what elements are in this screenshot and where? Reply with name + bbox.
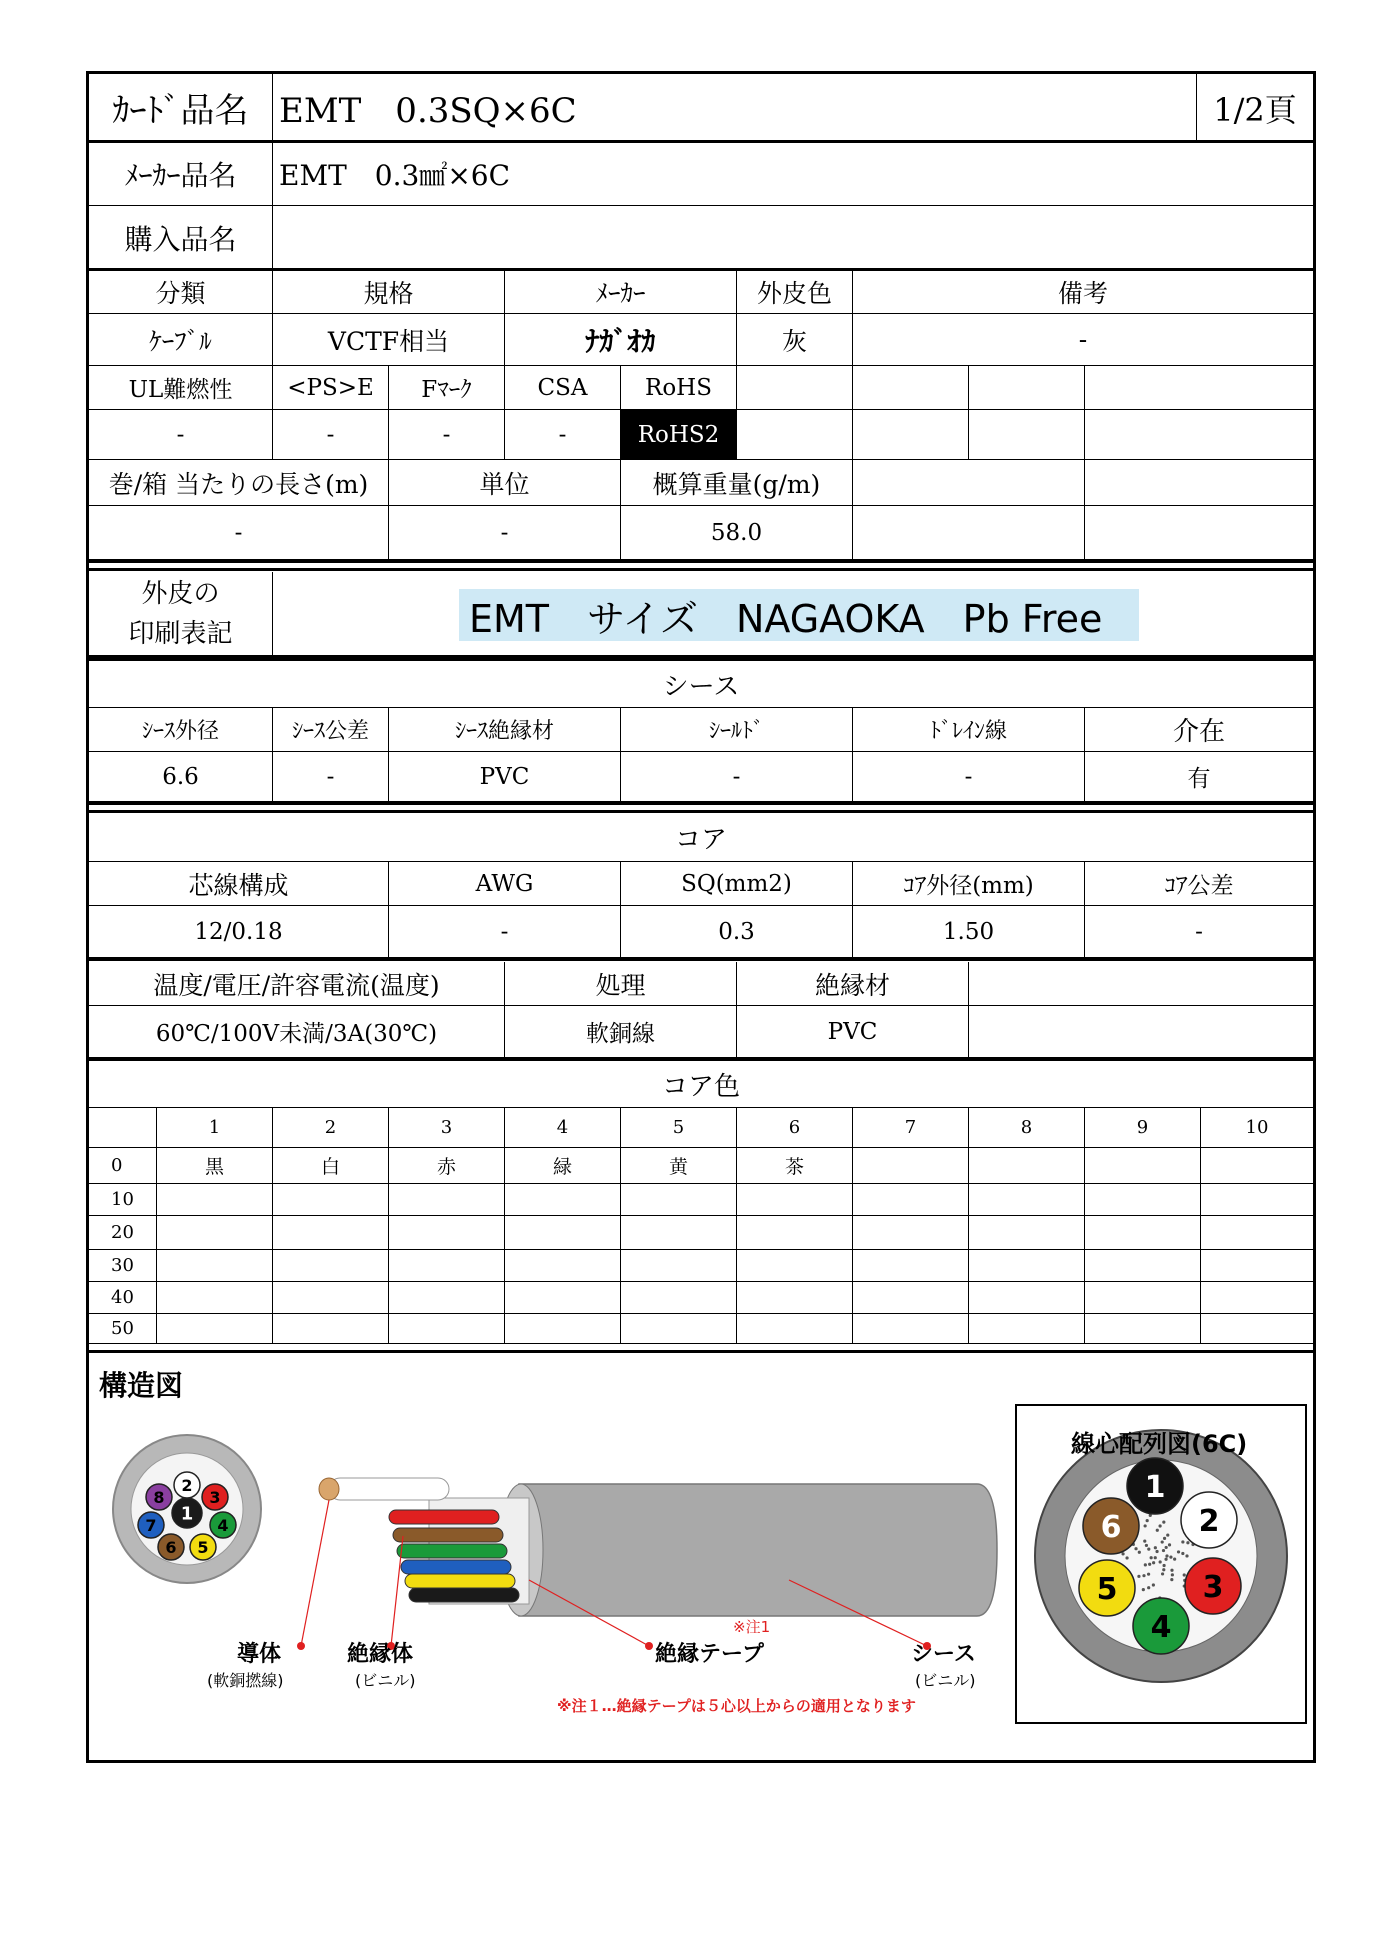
tape-footnote: ※注１…絶縁テープは５心以上からの適用となります: [557, 1697, 916, 1715]
sheath-value-4: -: [853, 752, 1085, 802]
spec-value-0: ｹｰﾌﾞﾙ: [89, 314, 273, 366]
sheath-value-0: 6.6: [89, 752, 273, 802]
small-core-4-number: 4: [217, 1515, 229, 1535]
sheath-value-2: PVC: [389, 752, 621, 802]
core-color-cell: [969, 1148, 1085, 1184]
core-color-cell: [737, 1314, 853, 1344]
core-color-cell: [853, 1184, 969, 1216]
core-color-cell: [505, 1250, 621, 1282]
core-value-1: -: [389, 906, 621, 958]
core-color-cell: [157, 1282, 273, 1314]
cert-header-3: CSA: [505, 366, 621, 410]
cert-value-8: [1085, 410, 1313, 460]
core-color-cell: [621, 1314, 737, 1344]
big-core-6-number: 6: [1100, 1509, 1122, 1545]
print-label-line1: 外皮の: [141, 578, 220, 609]
small-core-2-number: 2: [181, 1475, 193, 1495]
core-color-cell: 黄: [621, 1148, 737, 1184]
core-color-cell: [969, 1216, 1085, 1250]
cert-header-6: [853, 366, 969, 410]
core-value-2: 0.3: [621, 906, 853, 958]
core-color-cell: [853, 1216, 969, 1250]
length-header-2: 概算重量(g/m): [621, 460, 853, 506]
cert-header-4: RoHS: [621, 366, 737, 410]
core-color-cell: [1201, 1282, 1313, 1314]
maker-name-label: ﾒｰｶｰ品名: [89, 142, 273, 206]
cert-value-4: RoHS2: [621, 410, 737, 460]
sheath-label: シース: [911, 1642, 976, 1667]
cable-conductor-tip: [319, 1478, 339, 1500]
purchase-name-label: 購入品名: [89, 206, 273, 270]
core-color-row-label-1: 10: [89, 1184, 157, 1216]
core-color-cell: 赤: [389, 1148, 505, 1184]
small-core-6-number: 6: [165, 1537, 177, 1557]
cable-core-wire-4: [405, 1574, 515, 1588]
core-header-2: SQ(mm2): [621, 862, 853, 906]
core-color-cell: [969, 1184, 1085, 1216]
core-color-cell: [737, 1184, 853, 1216]
core-color-row-label-2: 20: [89, 1216, 157, 1250]
cable-sheath: [519, 1484, 997, 1616]
core-color-cell: [621, 1184, 737, 1216]
purchase-name-value: [273, 206, 1313, 270]
core-color-col-5: 6: [737, 1108, 853, 1148]
cable-core-wire-0: [389, 1510, 499, 1524]
core-color-cell: [1201, 1216, 1313, 1250]
core-title: コア: [89, 814, 1313, 862]
core-color-row-label-0: 0: [89, 1148, 157, 1184]
sheath-value-1: -: [273, 752, 389, 802]
core-color-cell: [853, 1282, 969, 1314]
length-value-1: -: [389, 506, 621, 560]
arrangement-box: [1015, 1404, 1307, 1724]
spec-value-1: VCTF相当: [273, 314, 505, 366]
core-color-cell: [505, 1216, 621, 1250]
core-value-3: 1.50: [853, 906, 1085, 958]
core-color-col-0: 1: [157, 1108, 273, 1148]
spec-value-2: ﾅｶﾞｵｶ: [505, 314, 737, 366]
cable-core-wire-3: [401, 1560, 511, 1574]
sheath-header-5: 介在: [1085, 708, 1313, 752]
core-color-cell: [1201, 1184, 1313, 1216]
core-color-cell: [157, 1216, 273, 1250]
small-core-7-number: 7: [145, 1515, 157, 1535]
core-color-cell: [621, 1250, 737, 1282]
cert-value-2: -: [389, 410, 505, 460]
core-value-0: 12/0.18: [89, 906, 389, 958]
sheath-header-1: ｼｰｽ公差: [273, 708, 389, 752]
core-color-cell: 緑: [505, 1148, 621, 1184]
core-color-cell: [389, 1314, 505, 1344]
core-color-cell: [737, 1216, 853, 1250]
cert-header-2: Fﾏｰｸ: [389, 366, 505, 410]
conductor-sub-label: (軟銅撚線): [207, 1671, 284, 1690]
core-color-cell: [389, 1184, 505, 1216]
temp-header-0: 温度/電圧/許容電流(温度): [89, 962, 505, 1006]
core-color-cell: [273, 1282, 389, 1314]
small-core-1-number: 1: [180, 1503, 194, 1525]
core-header-4: ｺｱ公差: [1085, 862, 1313, 906]
core-color-cell: [853, 1148, 969, 1184]
core-color-cell: [1085, 1250, 1201, 1282]
leader-dot-0: [297, 1642, 305, 1650]
sheath-title: シース: [89, 662, 1313, 708]
length-value-0: -: [89, 506, 389, 560]
sheath-header-2: ｼｰｽ絶縁材: [389, 708, 621, 752]
print-marking-text: EMT サイズ NAGAOKA Pb Free: [459, 589, 1139, 641]
length-header-4: [1085, 460, 1313, 506]
sheath-header-3: ｼｰﾙﾄﾞ: [621, 708, 853, 752]
core-color-col-9: 10: [1201, 1108, 1313, 1148]
core-color-cell: [621, 1216, 737, 1250]
core-color-cell: [621, 1282, 737, 1314]
big-core-5-number: 5: [1096, 1571, 1118, 1607]
temp-value-3: [969, 1006, 1313, 1058]
temp-header-2: 絶縁材: [737, 962, 969, 1006]
maker-name-value: EMT 0.3㎟×6C: [273, 142, 1313, 206]
cert-value-3: -: [505, 410, 621, 460]
small-core-8-number: 8: [153, 1487, 165, 1507]
core-color-cell: [1201, 1314, 1313, 1344]
sheath-value-3: -: [621, 752, 853, 802]
cert-header-0: UL難燃性: [89, 366, 273, 410]
core-color-col-6: 7: [853, 1108, 969, 1148]
leader-line-0: [301, 1500, 329, 1646]
core-color-col-7: 8: [969, 1108, 1085, 1148]
core-color-cell: [1085, 1184, 1201, 1216]
core-color-cell: [505, 1184, 621, 1216]
core-color-cell: [1201, 1250, 1313, 1282]
length-value-3: [853, 506, 1085, 560]
core-color-cell: [969, 1314, 1085, 1344]
core-color-col-4: 5: [621, 1108, 737, 1148]
small-core-5-number: 5: [197, 1537, 209, 1557]
core-color-col-1: 2: [273, 1108, 389, 1148]
spec-header-4: 備考: [853, 270, 1313, 314]
length-header-1: 単位: [389, 460, 621, 506]
length-value-2: 58.0: [621, 506, 853, 560]
core-color-cell: [1201, 1148, 1313, 1184]
core-value-4: -: [1085, 906, 1313, 958]
cert-header-5: [737, 366, 853, 410]
insulator-label: 絶縁体: [347, 1642, 414, 1667]
sheath-header-4: ﾄﾞﾚｲﾝ線: [853, 708, 1085, 752]
core-color-cell: [505, 1314, 621, 1344]
card-name-value: EMT 0.3SQ×6C: [273, 74, 1197, 142]
cert-header-8: [1085, 366, 1313, 410]
cable-white-core: [329, 1478, 449, 1500]
core-color-col-2: 3: [389, 1108, 505, 1148]
core-color-cell: [273, 1184, 389, 1216]
sheath-header-0: ｼｰｽ外径: [89, 708, 273, 752]
temp-value-2: PVC: [737, 1006, 969, 1058]
spec-header-2: ﾒｰｶｰ: [505, 270, 737, 314]
print-label-line2: 印刷表記: [128, 618, 233, 649]
core-color-cell: [1085, 1216, 1201, 1250]
cert-value-6: [853, 410, 969, 460]
sheath-value-5: 有: [1085, 752, 1313, 802]
sheath-sub-label: (ビニル): [915, 1671, 976, 1690]
length-header-3: [853, 460, 1085, 506]
core-color-corner: [89, 1108, 157, 1148]
core-color-cell: 茶: [737, 1148, 853, 1184]
core-color-col-3: 4: [505, 1108, 621, 1148]
core-color-cell: [969, 1282, 1085, 1314]
cert-header-1: <PS>E: [273, 366, 389, 410]
core-color-cell: [273, 1216, 389, 1250]
core-color-cell: [157, 1314, 273, 1344]
core-color-cell: [389, 1282, 505, 1314]
tape-label: 絶縁テープ: [655, 1642, 764, 1667]
print-marking-label: [89, 572, 273, 656]
structure-title: 構造図: [99, 1369, 184, 1402]
temp-header-1: 処理: [505, 962, 737, 1006]
core-color-col-8: 9: [1085, 1108, 1201, 1148]
leader-dot-2: [645, 1642, 653, 1650]
core-color-cell: [1085, 1314, 1201, 1344]
core-color-cell: [389, 1250, 505, 1282]
core-color-cell: [157, 1250, 273, 1282]
card-name-label: ｶｰﾄﾞ品名: [89, 74, 273, 142]
core-color-row-label-3: 30: [89, 1250, 157, 1282]
length-value-4: [1085, 506, 1313, 560]
temp-value-1: 軟銅線: [505, 1006, 737, 1058]
core-color-title: コア色: [89, 1062, 1313, 1108]
core-color-cell: [853, 1314, 969, 1344]
spec-header-1: 規格: [273, 270, 505, 314]
cable-core-wire-1: [393, 1528, 503, 1542]
core-color-cell: [969, 1250, 1085, 1282]
spec-value-3: 灰: [737, 314, 853, 366]
core-color-cell: [389, 1216, 505, 1250]
temp-value-0: 60℃/100V未満/3A(30℃): [89, 1006, 505, 1058]
tape-note-mark: ※注1: [733, 1618, 771, 1636]
cable-core-wire-2: [397, 1544, 507, 1558]
core-color-cell: [737, 1282, 853, 1314]
core-color-row-label-4: 40: [89, 1282, 157, 1314]
core-color-cell: [273, 1314, 389, 1344]
big-core-4-number: 4: [1150, 1609, 1172, 1645]
cable-core-wire-5: [409, 1588, 519, 1602]
spec-sheet: [86, 71, 1316, 1763]
core-header-1: AWG: [389, 862, 621, 906]
core-color-cell: [505, 1282, 621, 1314]
core-color-row-label-5: 50: [89, 1314, 157, 1344]
core-color-cell: [853, 1250, 969, 1282]
spec-header-0: 分類: [89, 270, 273, 314]
core-color-cell: [157, 1184, 273, 1216]
insulator-sub-label: (ビニル): [355, 1671, 416, 1690]
cert-value-7: [969, 410, 1085, 460]
big-core-1-number: 1: [1144, 1469, 1166, 1505]
page-number: 1/2頁: [1197, 74, 1313, 142]
big-core-3-number: 3: [1202, 1569, 1224, 1605]
core-header-0: 芯線構成: [89, 862, 389, 906]
cert-header-7: [969, 366, 1085, 410]
core-color-cell: [1085, 1148, 1201, 1184]
arrangement-title: 線心配列図(6C): [1071, 1430, 1248, 1458]
cert-value-1: -: [273, 410, 389, 460]
core-color-cell: [1085, 1282, 1201, 1314]
spec-header-3: 外皮色: [737, 270, 853, 314]
cert-value-0: -: [89, 410, 273, 460]
spec-value-4: -: [853, 314, 1313, 366]
core-header-3: ｺｱ外径(mm): [853, 862, 1085, 906]
cert-value-5: [737, 410, 853, 460]
conductor-label: 導体: [237, 1642, 282, 1667]
temp-header-3: [969, 962, 1313, 1006]
length-header-0: 巻/箱 当たりの長さ(m): [89, 460, 389, 506]
small-core-3-number: 3: [209, 1487, 221, 1507]
core-color-cell: 白: [273, 1148, 389, 1184]
big-core-2-number: 2: [1198, 1503, 1220, 1539]
core-color-cell: 黒: [157, 1148, 273, 1184]
core-color-cell: [737, 1250, 853, 1282]
core-color-cell: [273, 1250, 389, 1282]
